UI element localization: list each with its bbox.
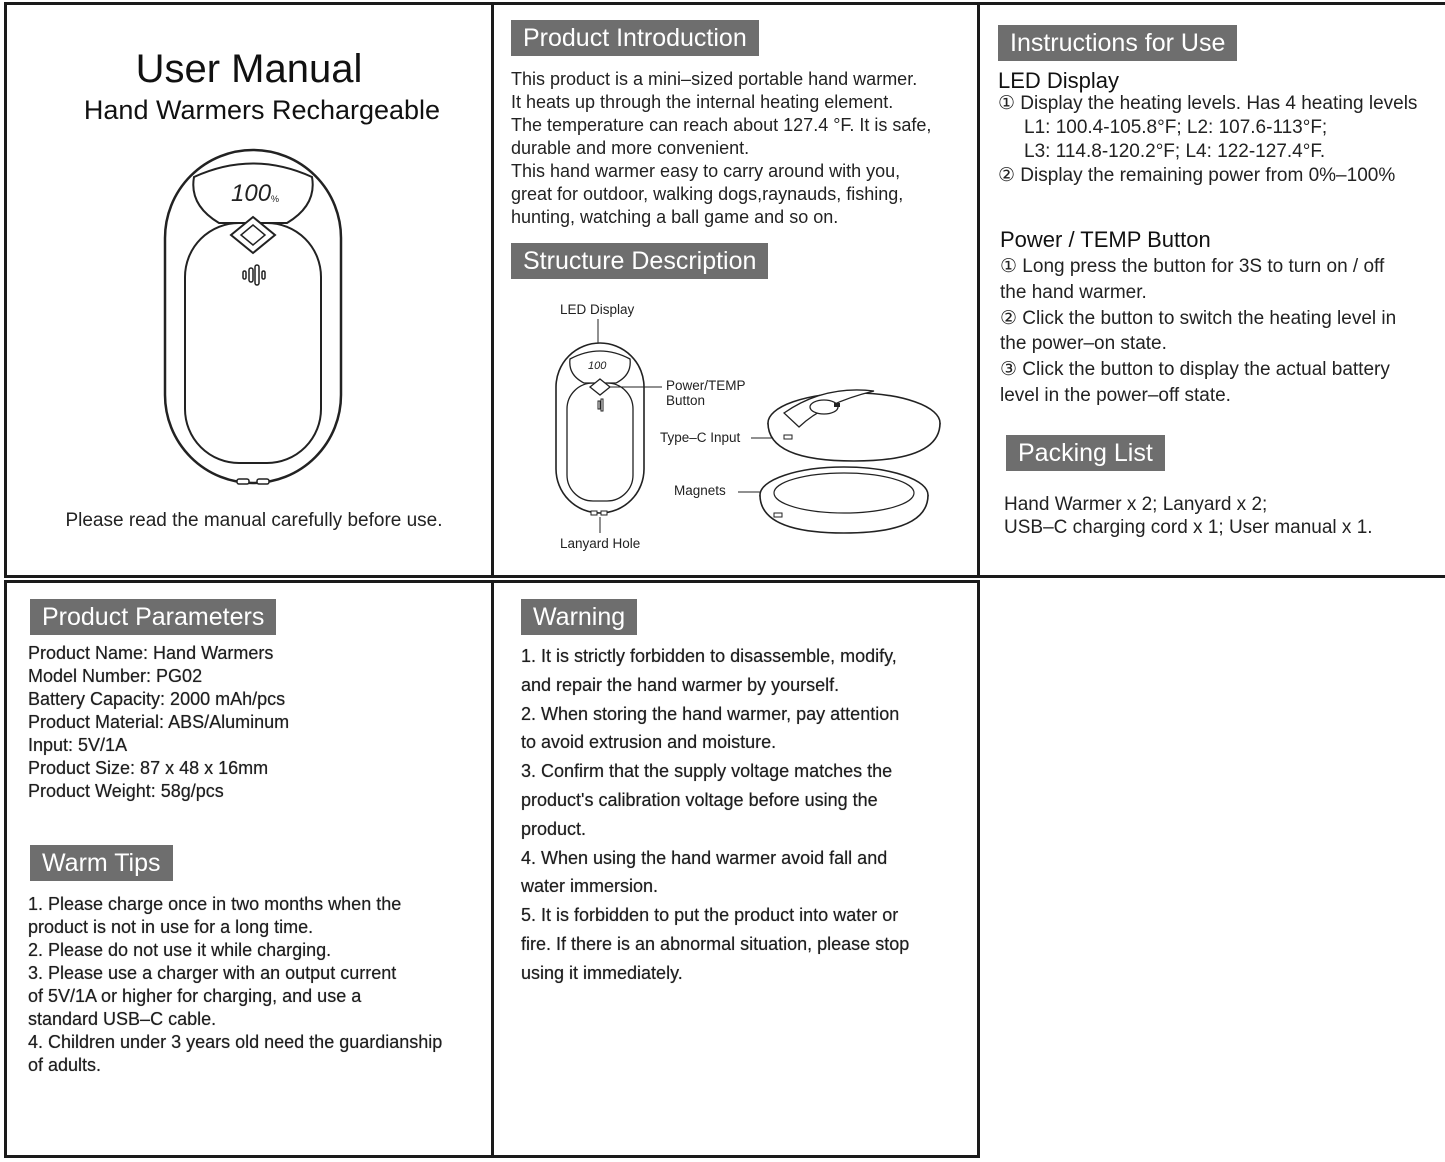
warning-list: 1. It is strictly forbidden to disassemble, modify, and repair the hand warmer by yourself. 2. When storing the hand warmer, pay attention to avoid extrusion and moisture. 3. Confirm that the supply voltage matches the product's calibration voltage before using the product. 4. When using the hand warmer avoid fall and water immersion. 5. It is forbidden to put the product into water or fire. If there is an abnormal situation, please stop using it immediately. — [521, 646, 910, 983]
product-parameters-header: Product Parameters — [30, 599, 276, 635]
warning-panel — [491, 580, 980, 1158]
warning-header: Warning — [521, 599, 637, 635]
label-magnets: Magnets — [674, 483, 726, 498]
power-temp-title: Power / TEMP Button — [1000, 227, 1211, 252]
product-parameters-list: Product Name: Hand Warmers Model Number: PG02 Battery Capacity: 2000 mAh/pcs Product Material: ABS/Aluminum Input: 5V/1A Product Size: 87 x 48 x 16mm Product Weight: 58g/pcs — [28, 643, 290, 801]
manual-subtitle: Hand Warmers Rechargeable — [83, 95, 441, 125]
diagram-led-readout: 100 — [588, 360, 607, 372]
label-lanyard-hole: Lanyard Hole — [560, 536, 641, 551]
manual-title: User Manual — [135, 47, 363, 91]
warm-tips-header: Warm Tips — [30, 845, 173, 881]
led-display-instructions: ① Display the heating levels. Has 4 heating levels L1: 100.4-105.8°F; L2: 107.6-113°F; L3: 114.8-120.2°F; L4: 122-127.4°F. ② Display the remaining power from 0%–100% — [998, 93, 1418, 186]
label-led-display: LED Display — [560, 302, 635, 317]
parameters-panel — [4, 580, 494, 1158]
hand-warmer-illustration — [157, 145, 357, 490]
packing-list-header: Packing List — [1006, 435, 1165, 471]
label-button: Button — [666, 393, 706, 408]
led-display-title: LED Display — [998, 68, 1120, 93]
warm-tips-list: 1. Please charge once in two months when the product is not in use for a long time. 2. Please do not use it while charging. 3. Please use a charger with an output current of 5V/1A or higher for charging, and use a standard USB–C cable. 4. Children under 3 years old need the guardianship of adults. — [28, 894, 443, 1075]
packing-list-text: Hand Warmer x 2; Lanyard x 2; USB–C charging cord x 1; User manual x 1. — [1004, 494, 1373, 538]
power-temp-instructions: ① Long press the button for 3S to turn on / off the hand warmer. ② Click the button to switch the heating level in the power–on state. ③ Click the button to display the actual battery level in the power–off state. — [1000, 256, 1397, 406]
product-introduction-header: Product Introduction — [511, 20, 759, 56]
structure-description-header: Structure Description — [511, 243, 768, 279]
led-display-readout: 100 — [231, 180, 272, 207]
led-display-unit: % — [271, 194, 280, 204]
instructions-header: Instructions for Use — [998, 25, 1237, 61]
product-introduction-text: This product is a mini–sized portable hand warmer. It heats up through the internal heating element. The temperature can reach about 127.4 °F. It is safe, durable and more convenient. This hand warmer easy to carry around with you, great for outdoor, walking dogs,raynauds, fishing, hunting, watching a ball game and so on. — [511, 69, 932, 227]
cover-panel — [4, 2, 494, 578]
read-manual-note: Please read the manual carefully before use. — [65, 510, 443, 531]
structure-diagram — [494, 295, 974, 565]
label-type-c: Type–C Input — [660, 430, 741, 445]
intro-panel — [491, 2, 980, 578]
warmer-top-view — [768, 390, 940, 461]
warmer-bottom-view — [760, 467, 928, 533]
instructions-panel — [977, 2, 1445, 578]
label-power-temp: Power/TEMP — [666, 378, 746, 393]
